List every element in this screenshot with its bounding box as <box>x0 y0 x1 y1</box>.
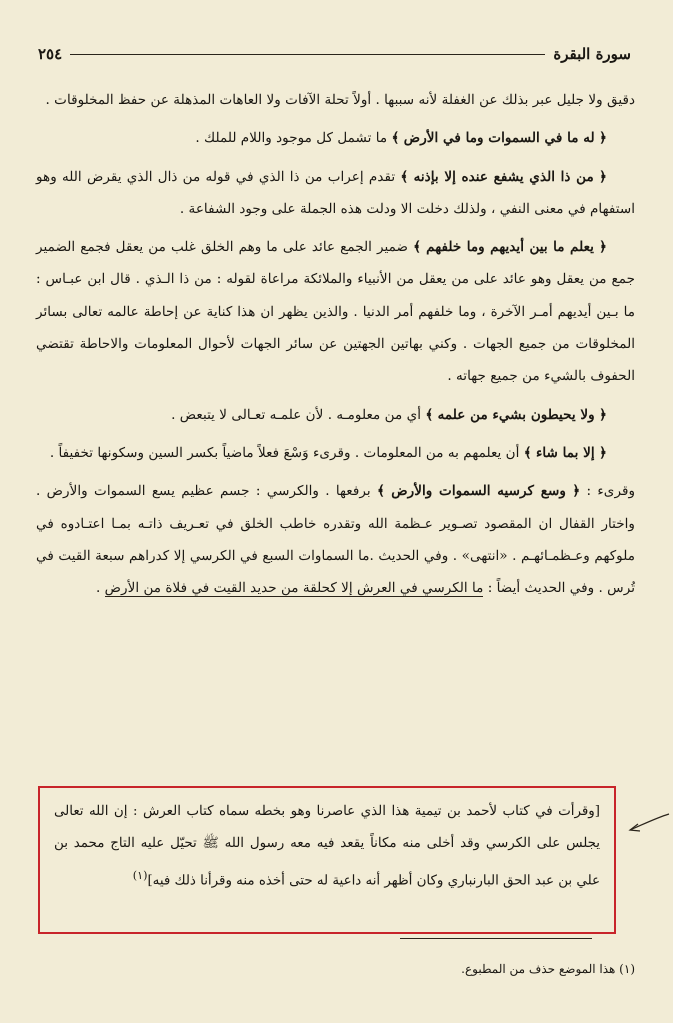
verse-open-bracket: ﴿ <box>599 168 607 185</box>
boxed-note-text: [وقرأت في كتاب لأحمد بن تيمية هذا الذي عاصرنا وهو بخطه سماه كتاب العرش : إن الله تعالى يجلس على الكرسي وقد أخلى منه مكاناً يقعد فيه معه رسول الله ﷺ تحيّل عليه التاج محمد بن علي بن عبد الحق البارنباري وكان أظهر أنه داعية له حتى أخذه منه وقرأنا ذلك فيه] <box>54 804 600 889</box>
verse-close-bracket: ﴾ <box>413 239 422 256</box>
verse-4: يعلم ما بين أيديهم وما خلفهم <box>426 239 594 256</box>
footnote-divider <box>400 938 592 939</box>
paragraph-4 <box>36 231 635 392</box>
paragraph-2-text: ما تشمل كل موجود واللام للملك . <box>195 130 388 147</box>
paragraph-7-lead: وقرىء : <box>586 483 636 500</box>
running-header <box>38 40 631 68</box>
verse-open-bracket: ﴿ <box>599 406 607 423</box>
red-boxed-note <box>38 786 616 934</box>
footnote-text: (١) هذا الموضع حذف من المطبوع. <box>461 962 635 976</box>
paragraph-6-text: أن يعلمهم به من المعلومات . وقرىء وَسْعَ فعلاً ماضياً بكسر السين وسكونها تخفيفاً . <box>49 444 520 461</box>
verse-3: من ذا الذي يشفع عنده إلا بإذنه <box>413 168 594 185</box>
footnote-reference: (١) <box>132 869 148 882</box>
hand-drawn-arrow-icon <box>626 808 670 838</box>
verse-close-bracket: ﴾ <box>376 483 385 500</box>
paragraph-3-text: تقدم إعراب من ذا الذي في قوله من ذال الذي يقرض الله وهو استفهام في معنى النفي ، ولذلك دخلت الا ودلت هذه الجملة على وجود الشفاعة . <box>36 168 635 217</box>
paragraph-2 <box>36 122 635 154</box>
verse-close-bracket: ﴾ <box>400 168 409 185</box>
verse-2: له ما في السموات وما في الأرض <box>403 130 595 147</box>
header-rule <box>70 54 545 55</box>
footnote <box>240 960 635 978</box>
verse-close-bracket: ﴾ <box>425 406 434 423</box>
verse-open-bracket: ﴿ <box>599 444 607 461</box>
paragraph-1-text: دقيق ولا جليل عبر بذلك عن الغفلة لأنه سببها . أولاً تحلة الآفات ولا العاهات المذهلة عن حفظ المخلوقات . <box>45 92 635 108</box>
paragraph-3 <box>36 161 635 226</box>
paragraph-7-end: . <box>95 580 101 597</box>
verse-open-bracket: ﴿ <box>599 130 607 147</box>
paragraph-6 <box>36 437 635 469</box>
verse-5: ولا يحيطون بشيء من علمه <box>437 406 595 423</box>
page-number: ٢٥٤ <box>38 45 63 63</box>
paragraph-5 <box>36 399 635 431</box>
paragraph-1 <box>36 84 635 116</box>
paragraph-5-text: أي من معلومـه . لأن علمـه تعـالى لا يتبعض . <box>171 406 421 423</box>
verse-open-bracket: ﴿ <box>599 239 607 256</box>
underlined-hadith: ما الكرسي في العرش إلا كحلقة من حديد القيت في فلاة من الأرض <box>104 580 484 597</box>
paragraph-7-text: برفعها . والكرسي : جسم عظيم يسع السموات والأرض . واختار القفال ان المقصود تصـوير عـظمة الله وتقدره خاطب الخلق في تعـريف ذاتـه بمـا اعتـادوه في ملوكهم وعـظمـائهـم . «انتهى» . وفي الحديث .ما السماوات السبع في الكرسي إلا كدراهم سبعة القيت في تُرس . وفي الحديث أيضاً : <box>36 483 635 597</box>
verse-open-bracket: ﴿ <box>572 483 581 500</box>
verse-6: إلا بما شاء <box>536 444 595 461</box>
paragraph-4-text: ضمير الجمع عائد على ما وهم الخلق غلب من يعقل فجمع الضمير جمع من يعقل وهو عائد على من يعقل من الأنبياء والملائكة مراعاة لقوله : من ذا الـذي . قال ابن عبـاس : ما بـين أيديهم أمـر الآخرة ، وما خلفهم أمر الدنيا . والذين يظهر ان هذا كناية عن إحاطة عالمه تعالى بسائر المخلوقات من جميع الجهات . وكني بهاتين الجهتين عن سائر الجهات لأحوال المعلومات والاحاطة تقتضي الحفوف بالشيء من جميع جهاته . <box>36 239 635 385</box>
paragraph-7 <box>36 475 635 604</box>
verse-close-bracket: ﴾ <box>391 130 400 147</box>
main-text <box>36 84 635 610</box>
verse-7: وسع كرسيه السموات والأرض <box>391 483 566 500</box>
surah-title: سورة البقرة <box>553 45 631 63</box>
verse-close-bracket: ﴾ <box>523 444 532 461</box>
